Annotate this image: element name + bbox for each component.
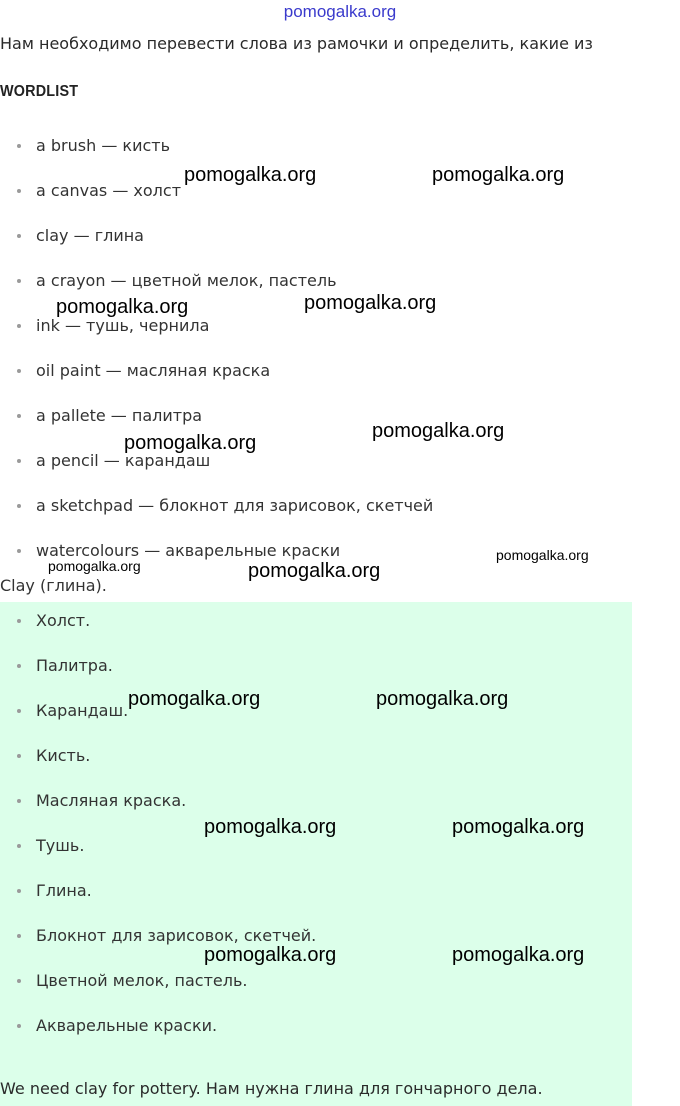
bullet-icon bbox=[17, 414, 21, 418]
bullet-icon bbox=[17, 504, 21, 508]
bullet-icon bbox=[17, 189, 21, 193]
bullet-icon bbox=[17, 234, 21, 238]
watermark: pomogalka.org bbox=[496, 547, 589, 563]
bullet-icon bbox=[17, 709, 21, 713]
bullet-icon bbox=[17, 934, 21, 938]
bullet-icon bbox=[17, 1024, 21, 1028]
watermark: pomogalka.org bbox=[48, 558, 141, 574]
watermark: pomogalka.org bbox=[56, 296, 189, 318]
watermark: pomogalka.org bbox=[372, 420, 505, 442]
bullet-icon bbox=[17, 144, 21, 148]
watermark: pomogalka.org bbox=[124, 432, 257, 454]
bullet-icon bbox=[17, 369, 21, 373]
bullet-icon bbox=[17, 664, 21, 668]
watermark: pomogalka.org bbox=[452, 944, 585, 966]
bullet-icon bbox=[17, 844, 21, 848]
watermark: pomogalka.org bbox=[248, 560, 381, 582]
bullet-icon bbox=[17, 279, 21, 283]
bullet-icon bbox=[17, 979, 21, 983]
wordlist-heading: WORDLIST bbox=[0, 83, 79, 100]
bullet-icon bbox=[17, 549, 21, 553]
final-sentence: We need clay for pottery. Нам нужна глина для гончарного дела. bbox=[0, 1079, 543, 1098]
watermark: pomogalka.org bbox=[376, 688, 509, 710]
bullet-icon bbox=[17, 799, 21, 803]
clay-answer: Clay (глина). bbox=[0, 576, 107, 595]
watermark: pomogalka.org bbox=[304, 292, 437, 314]
watermark: pomogalka.org bbox=[128, 688, 261, 710]
bullet-icon bbox=[17, 459, 21, 463]
watermark: pomogalka.org bbox=[432, 164, 565, 186]
bullet-icon bbox=[17, 754, 21, 758]
watermark: pomogalka.org bbox=[184, 164, 317, 186]
watermark: pomogalka.org bbox=[204, 816, 337, 838]
intro-text: Нам необходимо перевести слова из рамочки и определить, какие из bbox=[0, 34, 593, 53]
watermark: pomogalka.org bbox=[204, 944, 337, 966]
watermark: pomogalka.org bbox=[452, 816, 585, 838]
site-header[interactable]: pomogalka.org bbox=[283, 2, 397, 21]
bullet-icon bbox=[17, 324, 21, 328]
bullet-icon bbox=[17, 619, 21, 623]
bullet-icon bbox=[17, 889, 21, 893]
